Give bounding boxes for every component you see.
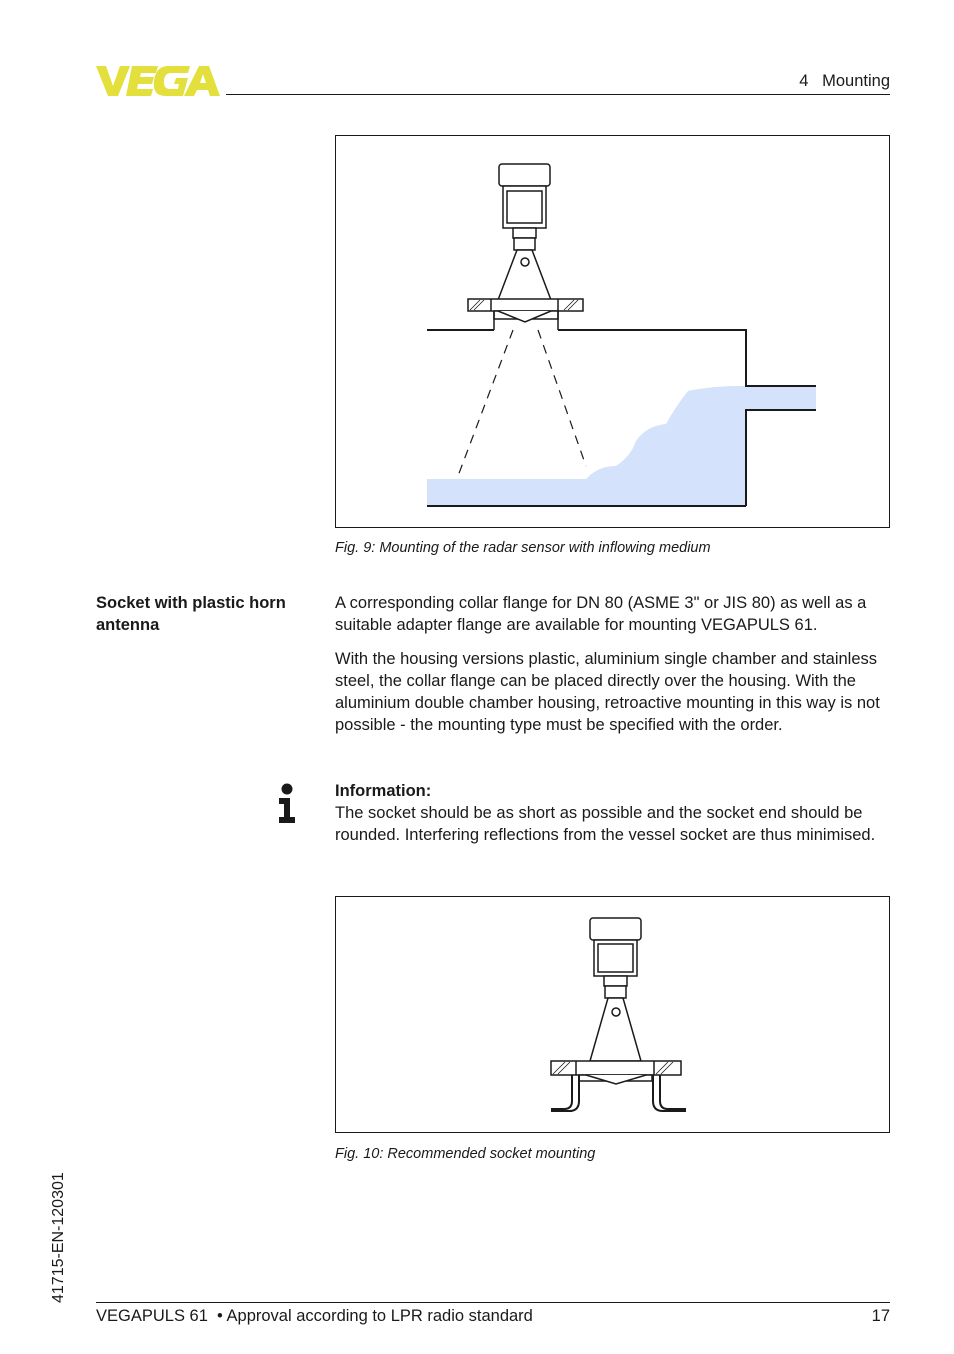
radar-sensor bbox=[551, 918, 681, 1084]
inflow-medium bbox=[427, 386, 746, 506]
radar-sensor-inflow-diagram bbox=[336, 136, 889, 527]
page-number: 17 bbox=[871, 1307, 890, 1325]
figure2-caption: Fig. 10: Recommended socket mounting bbox=[335, 1146, 596, 1162]
figure-inflowing-medium bbox=[335, 135, 890, 528]
socket-mounting-diagram bbox=[336, 897, 889, 1132]
section-label: 4 Mounting bbox=[799, 72, 890, 90]
radar-sensor bbox=[468, 164, 583, 330]
info-text: The socket should be as short as possible and the socket end should be rounded. Interfering reflections from the vessel socket are thus minimised. bbox=[335, 804, 876, 844]
document-id: 41715-EN-120301 bbox=[50, 1172, 67, 1303]
figure1-caption: Fig. 9: Mounting of the radar sensor with inflowing medium bbox=[335, 540, 711, 556]
footer-rule bbox=[96, 1302, 890, 1303]
section-heading: Socket with plastic horn antenna bbox=[96, 594, 286, 634]
info-title: Information: bbox=[335, 782, 432, 800]
header-rule bbox=[226, 94, 890, 95]
paragraph-2: With the housing versions plastic, aluminium single chamber and stainless steel, the collar flange can be placed directly over the housing. With the aluminium double chamber housing, retroactive mounting in this way is not possible - the mounting type must be specified with the order. bbox=[335, 650, 880, 734]
figure-socket-mounting bbox=[335, 896, 890, 1133]
section-body bbox=[335, 592, 895, 736]
vega-logo bbox=[96, 64, 220, 98]
paragraph-1: A corresponding collar flange for DN 80 (ASME 3" or JIS 80) as well as a suitable adapter flange are available for mounting VEGAPULS 61. bbox=[335, 594, 867, 634]
footer-title: VEGAPULS 61 • Approval according to LPR radio standard bbox=[96, 1307, 533, 1325]
info-note bbox=[335, 780, 895, 846]
info-icon bbox=[276, 783, 298, 825]
